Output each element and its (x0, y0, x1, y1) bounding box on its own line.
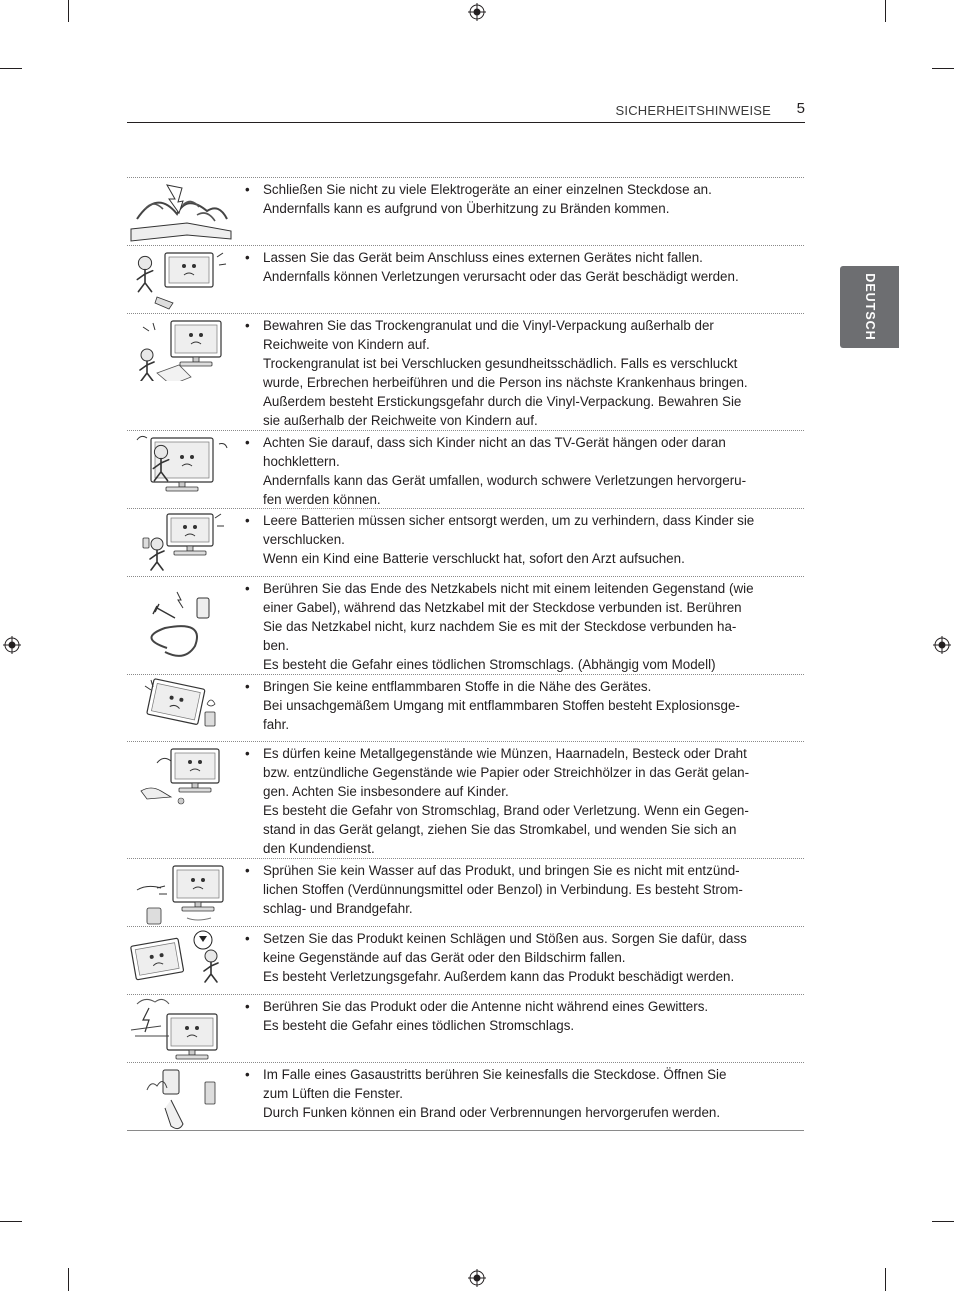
crop-mark (68, 1268, 69, 1291)
instruction-row (127, 314, 804, 431)
crop-mark (932, 68, 954, 69)
instruction-row (127, 509, 804, 577)
ball-impact-icon (127, 928, 239, 994)
gas-leak-icon (127, 1064, 239, 1130)
bullet: • (245, 746, 250, 761)
instruction-row (127, 577, 804, 675)
bullet: • (245, 581, 250, 596)
crop-mark (68, 0, 69, 22)
instruction-line: hochklettern. (263, 454, 340, 469)
registration-mark-icon (468, 3, 486, 21)
child-climbing-tv-icon (127, 432, 239, 498)
instruction-line: Schließen Sie nicht zu viele Elektrogeräte an einer einzelnen Steckdose an. (263, 182, 712, 197)
instruction-line: verschlucken. (263, 532, 345, 547)
safety-instructions-table (127, 177, 804, 1131)
instruction-line: gen. Achten Sie insbesondere auf Kinder. (263, 784, 509, 799)
instruction-text (245, 433, 790, 509)
instruction-line: Außerdem besteht Erstickungsgefahr durch die Vinyl-Verpackung. Bewahren Sie (263, 394, 742, 409)
instruction-text (245, 579, 790, 674)
instruction-line: Andernfalls kann das Gerät umfallen, wodurch schwere Verletzungen hervorgeru- (263, 473, 747, 488)
section-title: SICHERHEITSHINWEISE (615, 103, 771, 118)
instruction-line: Berühren Sie das Produkt oder die Antenne nicht während eines Gewitters. (263, 999, 709, 1014)
instruction-row (127, 859, 804, 927)
instruction-line: Bewahren Sie das Trockengranulat und die Vinyl-Verpackung außerhalb der (263, 318, 714, 333)
water-spray-icon (127, 860, 239, 926)
crop-mark (0, 68, 22, 69)
instruction-line: Sie das Netzkabel nicht, kurz nachdem Sie es mit der Steckdose verbunden ha- (263, 619, 737, 634)
page-number: 5 (796, 100, 805, 117)
instruction-line: Es besteht die Gefahr eines tödlichen Stromschlags. (Abhängig vom Modell) (263, 657, 716, 672)
power-cord-fork-icon (127, 578, 239, 664)
instruction-line: fahr. (263, 717, 290, 732)
instruction-line: einer Gabel), während das Netzkabel mit der Steckdose verbunden ist. Berühren (263, 600, 742, 615)
instruction-line: Andernfalls kann es aufgrund von Überhitzung zu Bränden kommen. (263, 201, 670, 216)
instruction-line: Durch Funken können ein Brand oder Verbrennungen hervorgerufen werden. (263, 1105, 721, 1120)
instruction-text (245, 316, 790, 430)
instruction-line: Reichweite von Kindern auf. (263, 337, 430, 352)
instruction-row (127, 246, 804, 314)
metal-objects-icon (127, 743, 239, 829)
instruction-line: zum Lüften die Fenster. (263, 1086, 403, 1101)
instruction-line: sie außerhalb der Reichweite von Kindern auf. (263, 413, 538, 428)
instruction-line: Lassen Sie das Gerät beim Anschluss eines externen Gerätes nicht fallen. (263, 250, 703, 265)
instruction-line: Trockengranulat ist bei Verschlucken gesundheitsschädlich. Falls es verschluckt (263, 356, 738, 371)
crop-mark (0, 1221, 22, 1222)
instruction-line: Bringen Sie keine entflammbaren Stoffe in die Nähe des Gerätes. (263, 679, 652, 694)
instruction-line: Im Falle eines Gasaustritts berühren Sie keinesfalls die Steckdose. Öffnen Sie (263, 1067, 727, 1082)
bullet: • (245, 931, 250, 946)
instruction-text (245, 180, 790, 218)
registration-mark-icon (933, 636, 951, 654)
bullet: • (245, 999, 250, 1014)
instruction-text (245, 677, 790, 734)
bullet: • (245, 1067, 250, 1082)
instruction-text (245, 744, 790, 858)
instruction-row (127, 675, 804, 742)
instruction-row (127, 431, 804, 509)
instruction-line: Leere Batterien müssen sicher entsorgt werden, um zu verhindern, dass Kinder sie (263, 513, 755, 528)
instruction-row (127, 178, 804, 246)
bullet: • (245, 318, 250, 333)
instruction-line: Bei unsachgemäßem Umgang mit entflammbaren Stoffen besteht Explosionsge- (263, 698, 740, 713)
instruction-line: Es besteht die Gefahr von Stromschlag, Brand oder Verletzung. Wenn ein Gegen- (263, 803, 749, 818)
instruction-line: keine Gegenstände auf das Gerät oder den Bildschirm fallen. (263, 950, 626, 965)
crop-mark (885, 0, 886, 22)
overloaded-power-strip-icon (127, 179, 239, 245)
instruction-line: stand in das Gerät gelangt, ziehen Sie das Stromkabel, und wenden Sie sich an (263, 822, 737, 837)
instruction-line: Achten Sie darauf, dass sich Kinder nicht an das TV-Gerät hängen oder daran (263, 435, 726, 450)
language-tab-label: DEUTSCH (862, 273, 877, 341)
child-with-packaging-icon (127, 315, 239, 381)
instruction-line: bzw. entzündliche Gegenstände wie Papier oder Streichhölzer in das Gerät gelan- (263, 765, 750, 780)
child-battery-icon (127, 510, 239, 576)
instruction-row (127, 995, 804, 1063)
instruction-text (245, 248, 790, 286)
instruction-text (245, 511, 790, 568)
thunderstorm-icon (127, 996, 239, 1062)
instruction-line: Setzen Sie das Produkt keinen Schlägen und Stößen aus. Sorgen Sie dafür, dass (263, 931, 747, 946)
bullet: • (245, 435, 250, 450)
instruction-line: fen werden können. (263, 492, 381, 507)
bullet: • (245, 863, 250, 878)
instruction-row (127, 1063, 804, 1131)
instruction-line: den Kundendienst. (263, 841, 375, 856)
instruction-text (245, 861, 790, 918)
registration-mark-icon (468, 1269, 486, 1287)
falling-tv-icon (127, 247, 239, 313)
instruction-row (127, 742, 804, 859)
instruction-line: Sprühen Sie kein Wasser auf das Produkt, und bringen Sie es nicht mit entzünd- (263, 863, 740, 878)
bullet: • (245, 679, 250, 694)
bullet: • (245, 513, 250, 528)
bullet: • (245, 182, 250, 197)
instruction-line: Berühren Sie das Ende des Netzkabels nicht mit einem leitenden Gegenstand (wie (263, 581, 754, 596)
registration-mark-icon (3, 636, 21, 654)
instruction-line: schlag- und Brandgefahr. (263, 901, 413, 916)
crop-mark (932, 1221, 954, 1222)
instruction-line: lichen Stoffen (Verdünnungsmittel oder Benzol) in Verbindung. Es besteht Strom- (263, 882, 743, 897)
flammable-substances-icon (127, 676, 239, 742)
page-header (127, 98, 805, 123)
instruction-line: ben. (263, 638, 290, 653)
instruction-text (245, 929, 790, 986)
instruction-line: Andernfalls können Verletzungen verursacht oder das Gerät beschädigt werden. (263, 269, 739, 284)
instruction-text (245, 997, 790, 1035)
language-tab (840, 266, 899, 348)
instruction-line: Es besteht Verletzungsgefahr. Außerdem kann das Produkt beschädigt werden. (263, 969, 735, 984)
bullet: • (245, 250, 250, 265)
instruction-line: wurde, Erbrechen herbeiführen und die Person ins nächste Krankenhaus bringen. (263, 375, 748, 390)
instruction-text (245, 1065, 790, 1122)
instruction-row (127, 927, 804, 995)
instruction-line: Es dürfen keine Metallgegenstände wie Münzen, Haarnadeln, Besteck oder Draht (263, 746, 747, 761)
instruction-line: Es besteht die Gefahr eines tödlichen Stromschlags. (263, 1018, 575, 1033)
crop-mark (885, 1268, 886, 1291)
instruction-line: Wenn ein Kind eine Batterie verschluckt hat, sofort den Arzt aufsuchen. (263, 551, 685, 566)
